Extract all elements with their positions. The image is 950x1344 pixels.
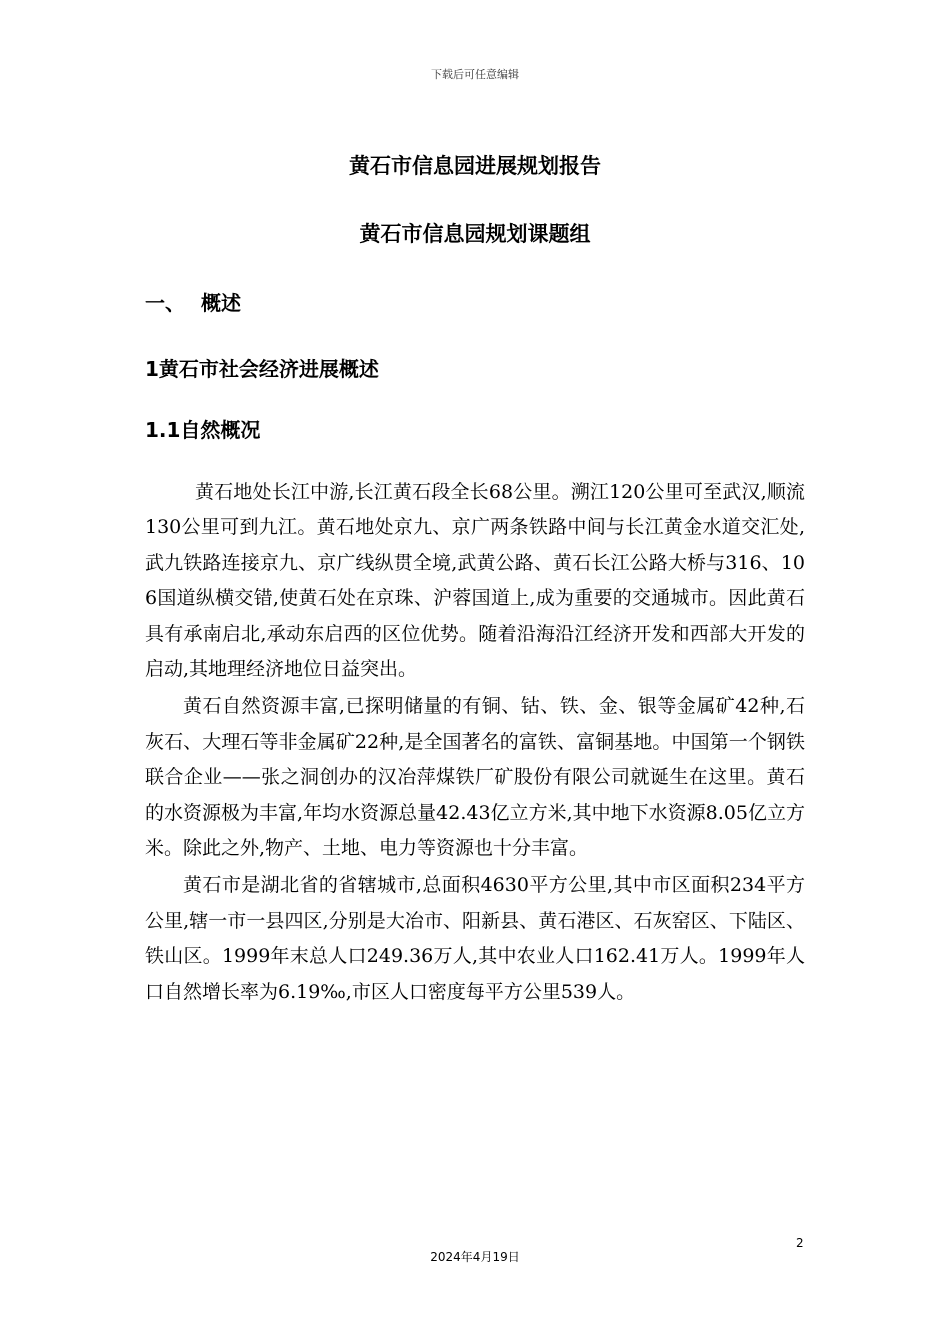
page-number: 2 bbox=[796, 1236, 804, 1250]
document-subtitle: 黄石市信息园规划课题组 bbox=[359, 222, 591, 246]
paragraph-administration: 黄石市是湖北省的省辖城市,总面积4630平方公里,其中市区面积234平方公里,辖一市一县四区,分别是大冶市、阳新县、黄石港区、石灰窑区、下陆区、铁山区。1999年末总人口249.36万人,其中农业人口162.41万人。1999年人口自然增长率为6.19‰,市区人口密度每平方公里539人。 bbox=[145, 874, 805, 1003]
section-title: 概述 bbox=[201, 291, 241, 315]
subsubsection-heading: 1.1自然概况 bbox=[145, 418, 261, 442]
paragraph-location: 黄石地处长江中游,长江黄石段全长68公里。溯江120公里可至武汉,顺流130公里可到九江。黄石地处京九、京广两条铁路中间与长江黄金水道交汇处,武九铁路连接京九、京广线纵贯全境,武黄公路、黄石长江公路大桥与316、106国道纵横交错,使黄石处在京珠、沪蓉国道上,成为重要的交通城市。因此黄石具有承南启北,承动东启西的区位优势。随着沿海沿江经济开发和西部大开发的启动,其地理经济地位日益突出。 bbox=[145, 481, 805, 681]
section-heading-1 bbox=[145, 287, 241, 316]
body-text bbox=[145, 475, 805, 1012]
paragraph-resources: 黄石自然资源丰富,已探明储量的有铜、钴、铁、金、银等金属矿42种,石灰石、大理石等非金属矿22种,是全国著名的富铁、富铜基地。中国第一个钢铁联合企业——张之洞创办的汉冶萍煤铁厂矿股份有限公司就诞生在这里。黄石的水资源极为丰富,年均水资源总量42.43亿立方米,其中地下水资源8.05亿立方米。除此之外,物产、土地、电力等资源也十分丰富。 bbox=[145, 695, 805, 860]
document-title: 黄石市信息园进展规划报告 bbox=[349, 154, 601, 178]
section-number: 一、 bbox=[145, 291, 185, 315]
footer-date: 2024年4月19日 bbox=[430, 1250, 520, 1264]
header-note: 下载后可任意编辑 bbox=[431, 68, 519, 81]
subsection-heading: 1黄石市社会经济进展概述 bbox=[145, 357, 379, 381]
